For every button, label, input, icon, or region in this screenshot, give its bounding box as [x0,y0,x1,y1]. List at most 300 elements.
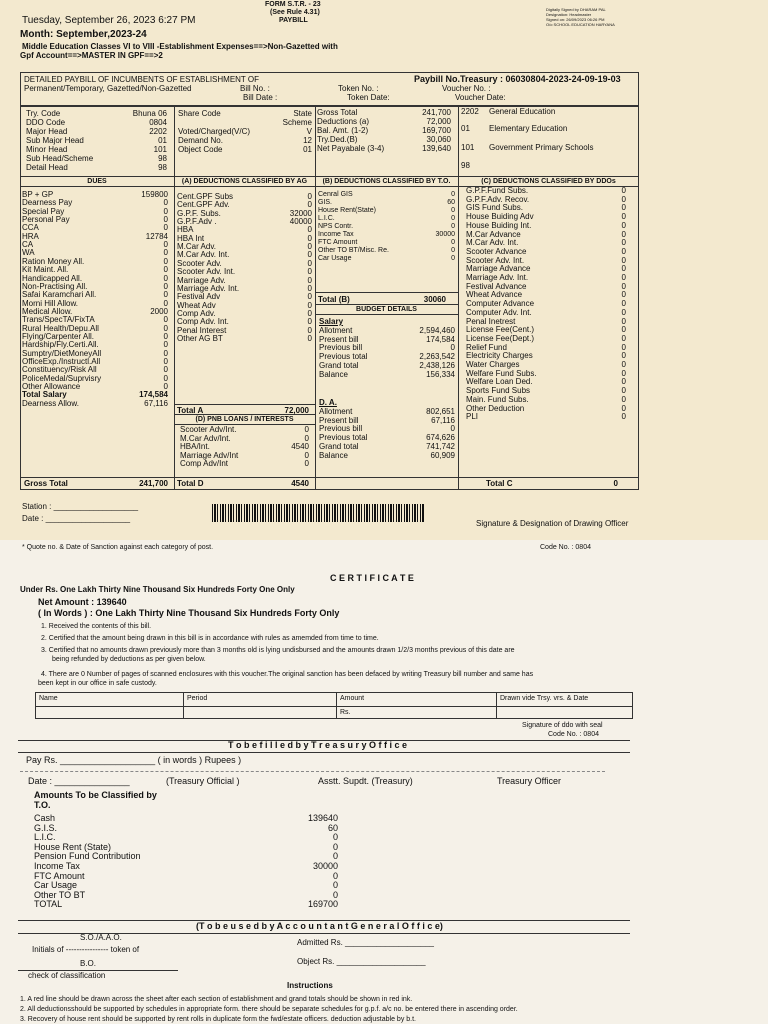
ded-b-value: 0 [451,207,455,214]
total-label: Deductions (a) [317,117,370,126]
ded-a-label: HBA [177,225,194,235]
da-label: Balance [319,450,348,460]
da-label: Allotment [319,407,353,416]
dues-label: Kit Maint. All. [22,265,69,275]
ded-c-label: Penal Inetrest [466,316,516,326]
ded-c-value: 0 [621,212,626,222]
table-name-header: Name [39,695,58,702]
ded-c-row [466,405,626,414]
salary-value: 2,438,126 [419,360,455,370]
pnb-value: 0 [304,450,309,460]
dues-label: Constituency/Risk All [22,365,97,375]
ded-c-value: 0 [621,412,626,422]
salary-value: 2,263,542 [419,352,455,362]
dues-value: 159800 [141,190,168,199]
ded-b-row [318,231,455,239]
da-row [319,452,455,461]
subject-line-1: Middle Education Classes VI to VIII -Establishment Expenses==>Non-Gazetted with [22,42,338,51]
ded-a-label: Wheat Adv [177,300,216,310]
salary-value: 174,584 [426,334,455,344]
share-row [178,145,312,154]
dues-label: Trans/SpecTA/FixTA [22,315,95,325]
salary-row [319,371,455,380]
amount-value: 139640 [307,813,338,823]
ded-c-label: M.Car Advance [466,229,521,239]
instruction-1: 1. A red line should be drawn across the sheet after each section of establishment and grand totals should be shown in red ink. [20,996,413,1003]
ded-c-label: Marriage Advance [466,264,531,274]
ded-c-label: Other Deduction [466,403,525,413]
paybill-number: Paybill No.Treasury : 06030804-2023-24-09-19-03 [414,74,621,84]
ded-a-label: G.P.F. Subs. [177,208,221,218]
total-a-row: Total A 72,000 [177,406,309,415]
dues-value: 0 [163,315,168,325]
ded-c-value: 0 [621,273,626,282]
da-value: 802,651 [426,407,455,416]
total-row [317,117,451,126]
ded-b-header: (B) DEDUCTIONS CLASSIFIED BY T.O. [322,178,451,185]
admitted-field: Admitted Rs. ____________________ [297,938,434,947]
ded-c-label: Scooter Advance [466,246,527,256]
ded-a-row [177,218,312,226]
salary-value: 156,334 [426,369,455,379]
dues-value: 0 [163,298,168,308]
dues-label: Hardship/Fly.Certi.All. [22,340,99,350]
ded-a-value: 0 [307,300,312,310]
dues-value: 0 [163,273,168,283]
code-no: Code No. : 0804 [540,544,591,551]
share-row [178,127,312,136]
total-label: Bal. Amt. (1-2) [317,126,369,135]
ded-c-label: Welfare Fund Subs. [466,368,537,378]
ded-c-value: 0 [621,203,626,213]
total-value: 241,700 [422,108,451,117]
ded-c-value: 0 [621,368,626,378]
share-row [178,118,312,127]
amount-value: 60 [327,822,338,833]
ded-c-label: Scooter Adv. Int. [466,255,525,265]
code-row [26,127,167,136]
dues-label: Personal Pay [22,215,70,225]
ded-c-value: 0 [621,316,626,326]
ded-a-value: 0 [307,333,312,343]
amount-label: TOTAL [34,899,63,910]
ded-c-label: License Fee(Dept.) [466,333,535,343]
ded-a-header: (A) DEDUCTIONS CLASSIFIED BY AG [181,178,308,185]
amount-label: FTC Amount [34,870,85,881]
dues-value: 2000 [150,306,168,316]
ded-c-label: Relief Fund [466,342,507,352]
salary-label: Previous total [319,352,368,362]
dues-value: 0 [163,206,168,216]
da-label: D. A. [319,398,337,407]
ded-c-label: Festival Advance [466,281,527,291]
share-value: V [306,127,312,136]
code-label: Minor Head [26,145,68,154]
code-value: 0804 [149,118,167,127]
treasury-title: T o b e f i l l e d b y T r e a s u r y O f f i c e [228,740,408,750]
ded-a-value: 0 [307,325,312,335]
head-code: 2202 [461,107,479,116]
da-value: 0 [450,424,455,434]
ded-b-value: 0 [451,255,455,262]
dues-value: 0 [163,198,168,208]
table-amount-header: Amount [340,695,365,702]
share-value: 01 [303,145,312,154]
ded-a-value: 0 [307,275,312,285]
amount-value: 0 [332,870,338,881]
certificate-point-1: 1. Received the contents of this bill. [41,623,152,630]
dues-label: Special Pay [22,206,65,216]
ded-a-value: 0 [307,250,312,260]
amount-label: Other TO BT [34,889,86,900]
ded-c-value: 0 [621,194,626,204]
ded-a-value: 0 [307,292,312,302]
amount-label: Car Usage [34,880,78,891]
table-rs: Rs. [340,709,351,716]
dues-label: Rural Health/Depu.All [22,323,99,333]
ded-c-label: GIS Fund Subs. [466,203,523,213]
form-subtitle: PAYBILL [279,17,308,24]
bo-label: B.O. [80,959,97,968]
ded-c-label: PLI [466,412,479,422]
ded-b-value: 0 [451,223,455,230]
da-label: Grand total [319,441,359,451]
ded-c-value: 0 [621,360,626,369]
print-datetime: Tuesday, September 26, 2023 6:27 PM [22,15,196,26]
ded-c-label: M.Car Adv. Int. [466,238,519,248]
dues-label: Sumptry/DietMoneyAll [22,348,102,358]
share-label: Voted/Charged(V/C) [178,127,251,136]
ded-c-label: G.P.F.Fund Subs. [466,186,529,195]
da-value: 67,116 [431,415,455,425]
certificate-point-4b: been kept in our office in safe custody. [38,680,157,687]
initials-label: Initials of ---------------- token of [32,945,140,954]
ded-b-row [318,239,455,247]
code-label: DDO Code [26,118,66,127]
amount-value: 169700 [307,899,338,910]
total-row [317,108,451,117]
share-value: State [293,109,312,118]
dues-value: 0 [163,215,168,225]
ded-c-label: Main. Fund Subs. [466,394,529,404]
pnb-value: 0 [304,433,309,443]
asstt-supdt: Asstt. Supdt. (Treasury) [318,776,413,786]
code-label: Try. Code [26,109,61,118]
dues-label: Safai Karamchari All. [22,290,97,300]
certificate-title: C E R T I F I C A T E [330,573,414,583]
da-label: Previous total [319,433,368,443]
amount-label: House Rent (State) [34,841,112,852]
amount-row [34,900,338,910]
permanent-label: Permanent/Temporary, Gazetted/Non-Gazetted [24,84,192,93]
dues-value: 0 [163,323,168,333]
ded-b-row [318,255,455,263]
ded-a-label: Cent.GPF Subs [177,192,234,201]
code-row [26,136,167,145]
ded-a-label: Comp Adv. Int. [177,317,229,327]
head-name: General Education [489,107,556,116]
table-period-header: Period [187,695,208,702]
head-name: Elementary Education [489,124,568,133]
da-label: Previous bill [319,424,363,434]
ded-b-label: NPS Contr. [318,223,354,230]
dues-label: HRA [22,231,39,241]
code-label: Detail Head [26,163,68,172]
ded-a-label: Other AG BT [177,333,223,343]
code-row [26,118,167,127]
pnb-label: HBA/Int. [180,442,210,451]
ded-b-row [318,199,455,207]
pnb-label: Scooter Adv/Int. [180,425,237,434]
dues-label: Dearness Pay [22,198,73,208]
ded-c-value: 0 [621,264,626,274]
pnb-label: Marriage Adv/Int [180,450,239,460]
dues-value: 0 [163,223,168,233]
form-rule: (See Rule 4.31) [270,9,320,16]
dues-row [22,233,168,241]
barcode-image [212,504,424,522]
ded-a-value: 32000 [289,208,312,218]
ded-b-label: L.I.C. [318,215,335,222]
amount-label: Income Tax [34,861,80,871]
dues-value: 0 [163,240,168,250]
dues-label: CCA [22,223,39,233]
ded-a-label: M.Car Adv. [177,242,216,252]
instruction-2: 2. All deductionsshould be supported by schedules in appropriate form. there should be separate schedules for g.p.f. a/c no. be entered there in ascending order. [20,1006,518,1013]
under-rs: Under Rs. One Lakh Thirty Nine Thousand Six Hundreds Forty One Only [20,585,295,594]
ded-b-label: Other TO BT/Misc. Re. [318,247,389,254]
code-label: Sub Major Head [26,136,84,145]
dues-row [22,241,168,249]
total-b-row: Total (B) 30060 [318,295,446,304]
gross-total-row: Gross Total 241,700 [24,479,168,488]
dues-value: 0 [163,265,168,275]
ded-a-value: 0 [307,225,312,235]
ded-b-label: Car Usage [318,255,352,262]
table-drawn-header: Drawn vide Trsy. vrs. & Date [500,695,589,702]
ded-c-label: Computer Advance [466,299,535,309]
ded-c-value: 0 [621,299,626,309]
subject-line-2: Gpf Account==>MASTER IN GPF==>2 [20,51,163,60]
ded-a-label: Marriage Adv. [177,275,226,285]
amount-in-words: ( In Words ) : One Lakh Thirty Nine Thousand Six Hundreds Forty Only [38,608,340,618]
dues-value: 0 [163,290,168,300]
ded-a-value: 0 [307,267,312,277]
amount-row [34,872,338,882]
amount-label: Cash [34,813,56,823]
dues-value: 0 [163,331,168,341]
da-value: 741,742 [426,441,455,451]
amount-label: L.I.C. [34,832,56,843]
ded-c-value: 0 [621,238,626,248]
code-row [26,154,167,163]
ded-c-label: License Fee(Cent.) [466,325,535,335]
dues-value: 67,116 [144,398,168,408]
dues-value: 0 [163,357,168,366]
total-value: 139,640 [422,144,451,153]
salary-label: Present bill [319,334,359,344]
dues-label: OfficeExp./Instructl.All [22,357,101,366]
ded-c-value: 0 [621,229,626,239]
amount-value: 30000 [312,861,338,871]
total-label: Net Payabale (3-4) [317,144,385,153]
ded-b-value: 0 [451,191,455,198]
ded-a-label: Scooter Adv. Int. [177,267,236,277]
code-value: 98 [158,154,167,163]
dues-value: 174,584 [139,390,168,400]
dues-label: BP + GP [22,190,54,199]
token-no: Token No. : [338,84,379,93]
da-value: 60,909 [430,450,455,460]
ded-a-value: 0 [307,233,312,243]
certificate-point-3b: being refunded by deductions as per given below. [52,656,206,663]
salary-value: 2,594,460 [419,326,455,335]
voucher-no: Voucher No. : [442,84,491,93]
dues-value: 12784 [145,231,168,241]
ded-a-value: 40000 [289,217,312,227]
code-value: 98 [158,163,167,172]
amounts-heading-2: T.O. [34,800,51,810]
ded-b-row [318,207,455,215]
dues-value: 0 [163,382,168,392]
share-label: Object Code [178,145,223,154]
pay-rs-field: Pay Rs. ___________________ ( in words ) Rupees ) [26,755,242,765]
ded-b-value: 0 [451,239,455,246]
ded-c-value: 0 [621,351,626,361]
instructions-title: Instructions [287,981,333,990]
dues-label: CA [22,240,34,250]
ded-c-row [466,413,626,422]
salary-label: Previous bill [319,343,363,353]
ded-c-label: Sports Fund Subs [466,386,531,396]
code-label: Major Head [26,127,68,136]
dues-value: 0 [163,348,168,358]
total-c-row: Total C 0 [486,479,618,488]
share-row [178,109,312,118]
ded-c-label: Welfare Loan Ded. [466,377,533,387]
ded-c-value: 0 [621,307,626,317]
dues-label: Dearness Allow. [22,398,79,408]
ded-c-value: 0 [621,220,626,230]
code-value: Bhuna 06 [132,109,167,118]
ded-c-value: 0 [621,403,626,413]
total-row [317,135,451,144]
dues-row [22,400,168,408]
dues-value: 0 [163,365,168,375]
amount-value: 0 [332,880,338,891]
head-code: 01 [461,124,470,133]
ded-c-label: Computer Adv. Int. [466,307,532,317]
station-field: Station : ___________________ [22,502,139,511]
dues-value: 0 [163,248,168,258]
form-title: FORM S.T.R. - 23 [265,1,321,8]
share-row [178,136,312,145]
total-label: Try.Ded.(B) [317,135,358,144]
quote-note: * Quote no. & Date of Sanction against each category of post. [22,544,214,551]
amount-row [34,824,338,834]
pnb-value: 0 [304,425,309,434]
code-no-2: Code No. : 0804 [548,731,599,738]
code-row [26,145,167,154]
ded-c-value: 0 [621,394,626,404]
dues-value: 0 [163,373,168,383]
salary-label: Allotment [319,326,353,335]
ded-a-label: Comp Adv. [177,308,216,318]
ded-c-label: Marriage Adv. Int. [466,273,529,282]
detailed-paybill-label: DETAILED PAYBILL OF INCUMBENTS OF ESTABLISHMENT OF [24,75,260,84]
ded-a-value: 0 [307,258,312,268]
total-value: 169,700 [422,126,451,135]
treasury-official: (Treasury Official ) [166,776,240,786]
ded-a-value: 0 [307,242,312,252]
dues-row [22,216,168,224]
date-field: Date : ___________________ [22,514,131,523]
pnb-label: M.Car Adv/Int. [180,433,231,443]
ded-c-value: 0 [621,342,626,352]
dues-label: Ration Money All. [22,256,85,266]
code-row [26,163,167,172]
ded-a-label: Scooter Adv. [177,258,222,268]
dues-header: DUES [87,178,107,185]
dues-label: Flying/Carpenter All. [22,331,95,341]
dues-value: 0 [163,281,168,291]
ded-b-label: Income Tax [318,231,354,238]
ded-c-label: House Buiding Int. [466,220,532,230]
pnb-value: 4540 [291,442,309,451]
ddo-signature: Signature of ddo with seal [522,722,603,729]
code-label: Sub Head/Scheme [26,154,94,163]
ded-c-label: Water Charges [466,360,520,369]
ded-a-label: M.Car Adv. Int. [177,250,230,260]
dues-label: Total Salary [22,390,67,400]
dues-value: 0 [163,256,168,266]
ded-b-value: 60 [447,199,455,206]
drawing-officer-signature: Signature & Designation of Drawing Officer [476,519,629,528]
ded-c-value: 0 [621,333,626,343]
dues-label: PoliceMedal/Suprvisry [22,373,102,383]
share-label: Demand No. [178,136,223,145]
ded-b-row [318,223,455,231]
ded-b-label: GIS. [318,199,333,206]
total-row [317,126,451,135]
dues-value: 0 [163,340,168,350]
ded-c-value: 0 [621,325,626,335]
ded-a-label: Festival Adv [177,292,221,302]
month-title: Month: September,2023-24 [20,29,147,40]
ded-b-value: 0 [451,247,455,254]
ded-a-value: 0 [307,317,312,327]
bill-date: Bill Date : [243,93,278,102]
total-row [317,144,451,153]
dues-label: Medical Allow. [22,306,73,316]
ded-b-value: 30000 [435,231,455,238]
pnb-label: Comp Adv/Int [180,459,229,468]
total-value: 72,000 [426,117,451,126]
salary-label: Grand total [319,360,359,370]
budget-details-header: BUDGET DETAILS [356,306,417,313]
amount-value: 0 [332,832,338,843]
dues-label: WA [22,248,35,258]
amounts-heading-1: Amounts To be Classified by [34,790,157,800]
code-row [26,109,167,118]
bill-no: Bill No. : [240,84,270,93]
amount-row [34,814,338,824]
total-label: Gross Total [317,108,358,117]
ded-a-label: HBA Int [177,233,205,243]
share-value: Scheme [282,118,312,127]
treasury-date-field: Date : _______________ [28,776,130,786]
dues-label: Handicapped All. [22,273,83,283]
